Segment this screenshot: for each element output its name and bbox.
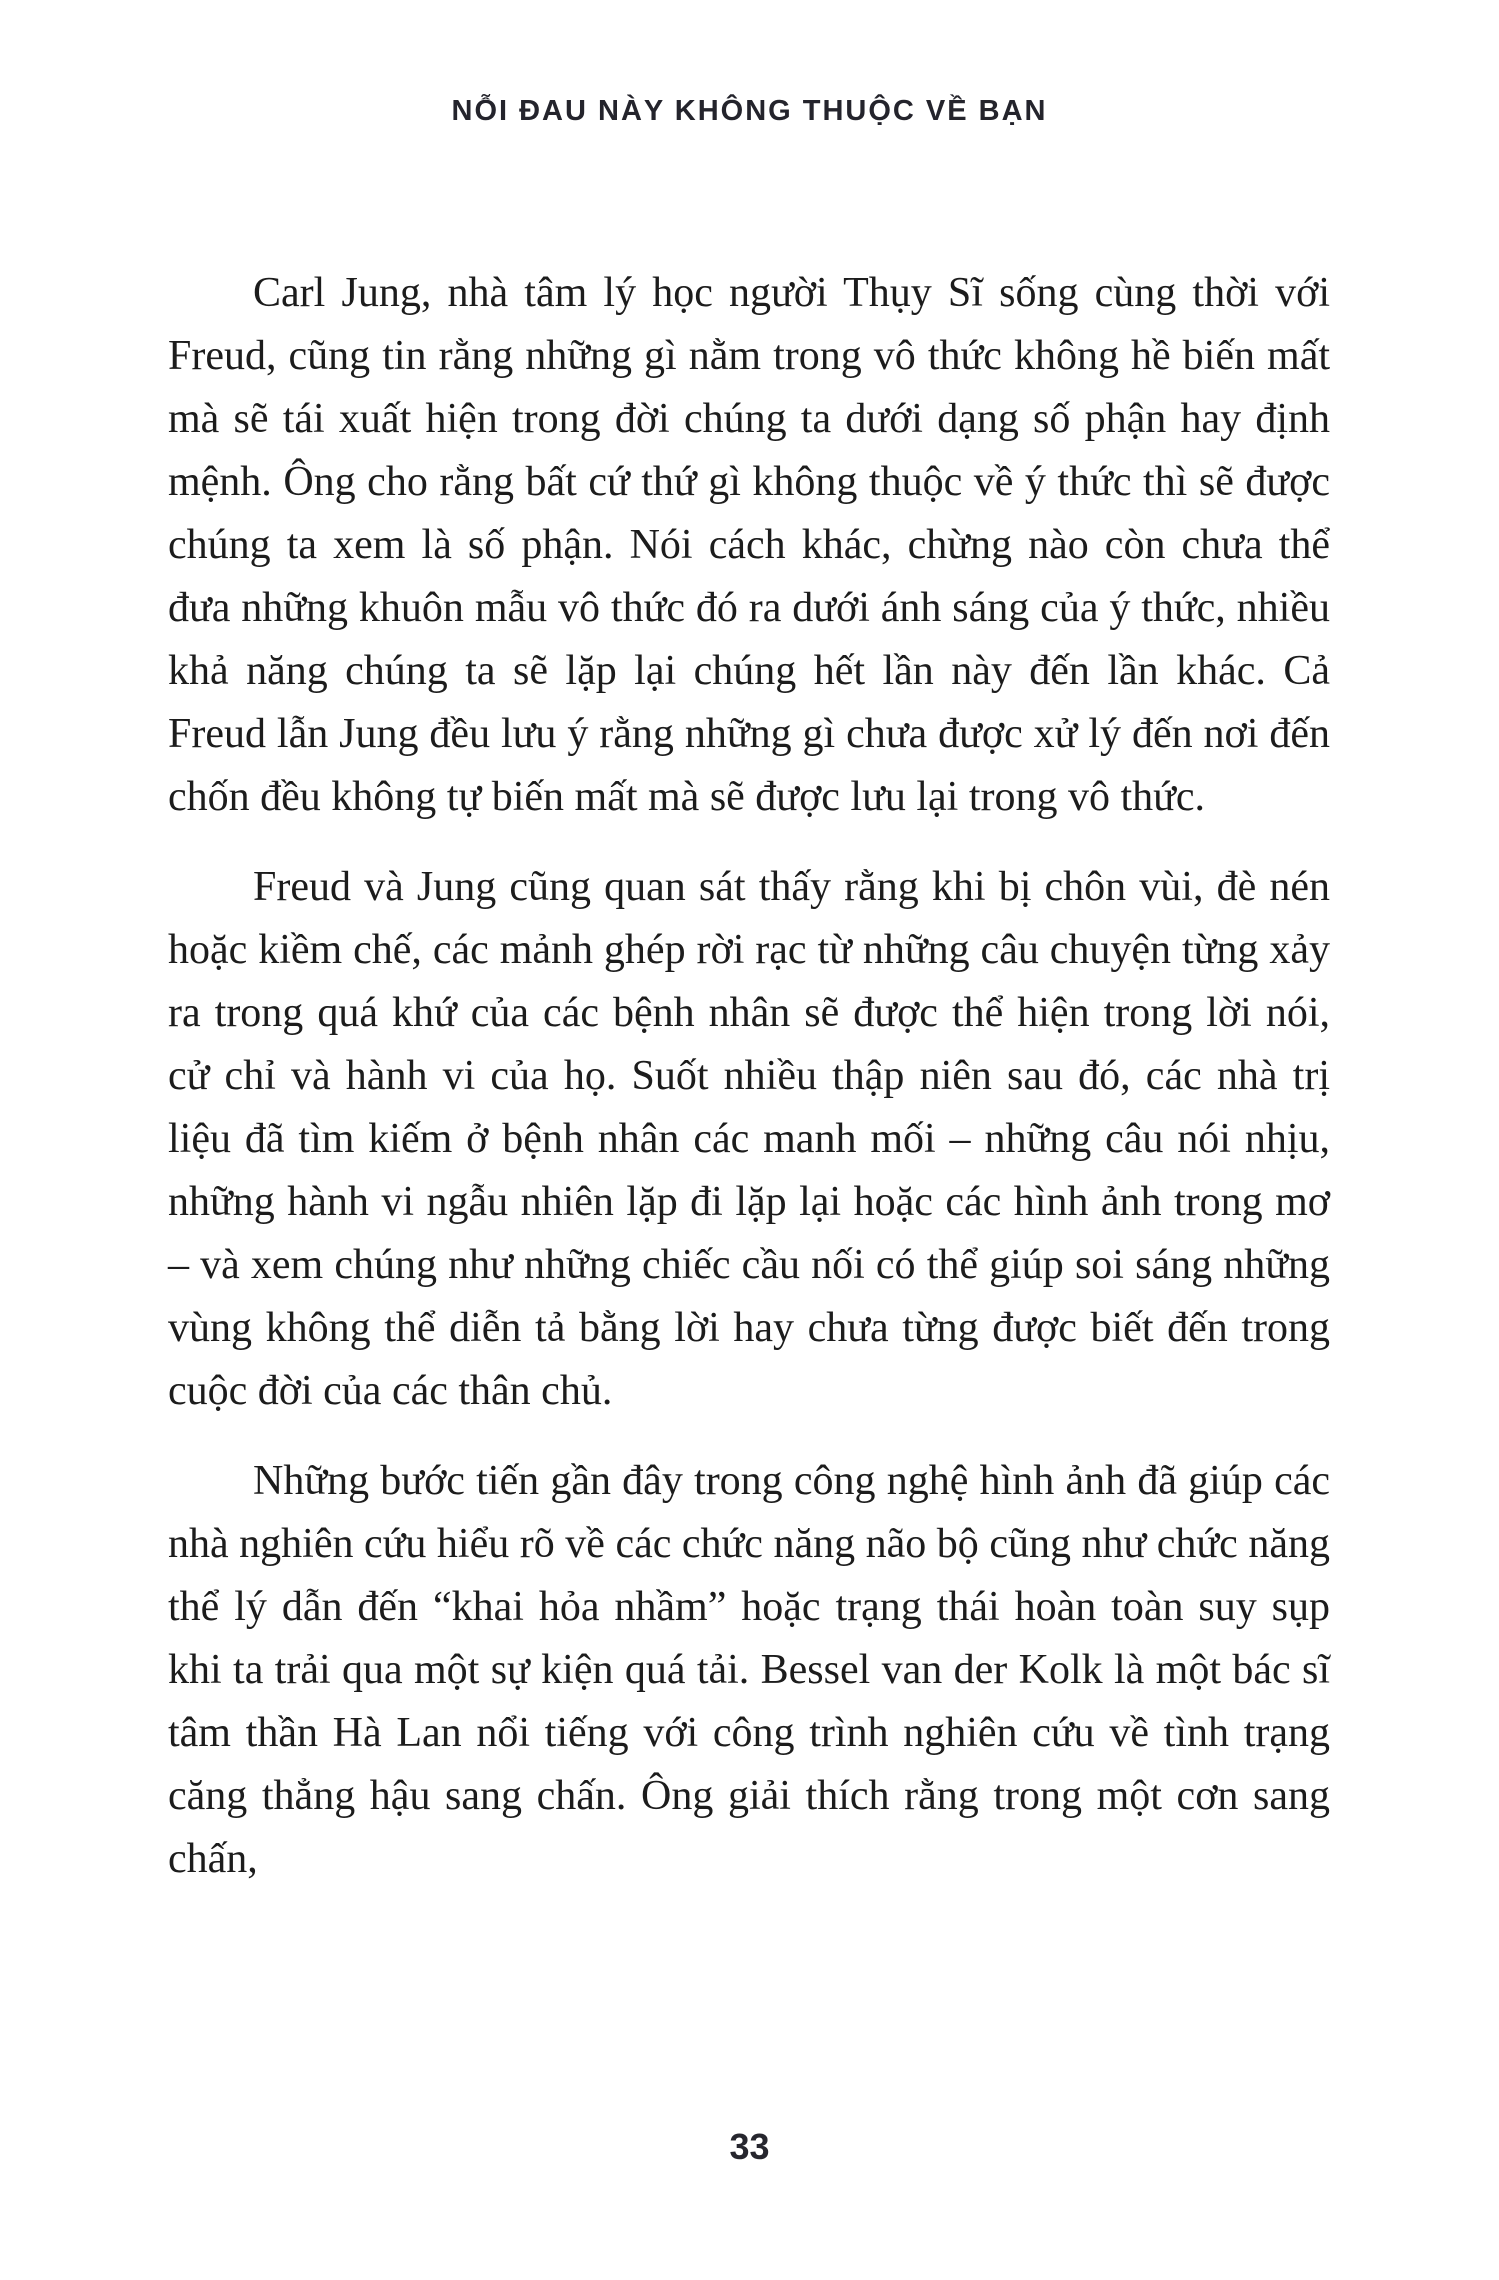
paragraph-3: Những bước tiến gần đây trong công nghệ hình ảnh đã giúp các nhà nghiên cứu hiểu rõ về các chức năng não bộ cũng như chức năng thể lý dẫn đến “khai hỏa nhầm” hoặc trạng thái hoàn toàn suy sụp khi ta trải qua một sự kiện quá tải. Bessel van der Kolk là một bác sĩ tâm thần Hà Lan nổi tiếng với công trình nghiên cứu về tình trạng căng thẳng hậu sang chấn. Ông giải thích rằng trong một cơn sang chấn,: [168, 1458, 1330, 1882]
paragraph-2: Freud và Jung cũng quan sát thấy rằng khi bị chôn vùi, đè nén hoặc kiềm chế, các mảnh ghép rời rạc từ những câu chuyện từng xảy ra trong quá khứ của các bệnh nhân sẽ được thể hiện trong lời nói, cử chỉ và hành vi của họ. Suốt nhiều thập niên sau đó, các nhà trị liệu đã tìm kiếm ở bệnh nhân các manh mối – những câu nói nhịu, những hành vi ngẫu nhiên lặp đi lặp lại hoặc các hình ảnh trong mơ – và xem chúng như những chiếc cầu nối có thể giúp soi sáng những vùng không thể diễn tả bằng lời hay chưa từng được biết đến trong cuộc đời của các thân chủ.: [168, 864, 1330, 1414]
running-header: NỖI ĐAU NÀY KHÔNG THUỘC VỀ BẠN: [451, 95, 1048, 127]
page-number: 33: [729, 2126, 770, 2167]
paragraph-1: Carl Jung, nhà tâm lý học người Thụy Sĩ sống cùng thời với Freud, cũng tin rằng những gì nằm trong vô thức không hề biến mất mà sẽ tái xuất hiện trong đời chúng ta dưới dạng số phận hay định mệnh. Ông cho rằng bất cứ thứ gì không thuộc về ý thức thì sẽ được chúng ta xem là số phận. Nói cách khác, chừng nào còn chưa thể đưa những khuôn mẫu vô thức đó ra dưới ánh sáng của ý thức, nhiều khả năng chúng ta sẽ lặp lại chúng hết lần này đến lần khác. Cả Freud lẫn Jung đều lưu ý rằng những gì chưa được xử lý đến nơi đến chốn đều không tự biến mất mà sẽ được lưu lại trong vô thức.: [168, 270, 1330, 820]
body-text: [168, 262, 1330, 1918]
